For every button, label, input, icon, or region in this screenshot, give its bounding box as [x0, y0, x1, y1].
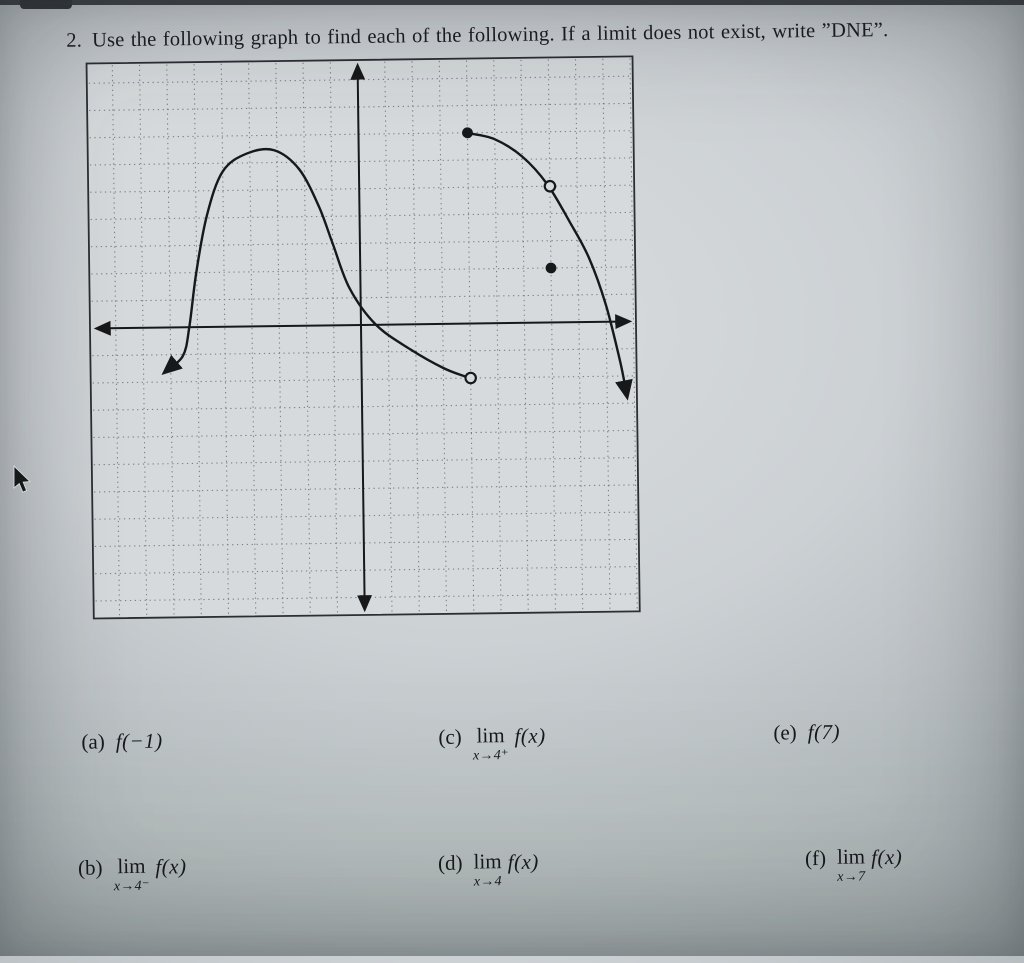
problem-b-limit: [113, 855, 149, 895]
problem-f-limit: [837, 845, 866, 884]
problem-a-label: (a): [81, 729, 105, 754]
problem-b-label: (b): [77, 855, 103, 880]
lim-word: lim: [476, 723, 505, 748]
problem-c-label: (c): [438, 724, 462, 749]
problem-e-expression: f(7): [807, 719, 841, 745]
lim-word: lim: [473, 849, 502, 874]
photo-top-edge: [0, 0, 1024, 5]
lim-subscript: x→4: [473, 874, 503, 890]
problem-number: 2.: [66, 29, 83, 52]
problem-e: [773, 720, 840, 745]
problem-d: [438, 850, 539, 890]
problem-e-label: (e): [773, 720, 797, 745]
problem-c: [438, 724, 546, 764]
lim-subscript: x→7: [837, 869, 866, 885]
problem-d-function: f(x): [507, 849, 539, 875]
problem-d-limit: [473, 850, 502, 889]
mouse-cursor: [11, 465, 37, 497]
problem-a-expression: f(−1): [115, 728, 163, 754]
lim-subscript: x→4⁺: [472, 748, 509, 764]
problem-b: [78, 854, 187, 895]
problem-f-label: (f): [804, 845, 827, 871]
problem-f-function: f(x): [870, 844, 903, 870]
function-graph: [79, 48, 656, 630]
photo-top-edge-mark: [20, 0, 72, 9]
lim-word: lim: [117, 853, 146, 879]
lim-subscript: x→4⁻: [113, 878, 150, 895]
problem-c-function: f(x): [514, 723, 546, 748]
problem-d-label: (d): [437, 850, 463, 876]
problem-c-limit: [473, 724, 509, 764]
problem-title: [66, 17, 1006, 52]
lim-word: lim: [836, 844, 866, 869]
problem-a: [81, 729, 163, 754]
problem-b-function: f(x): [155, 854, 187, 879]
problem-f: [805, 845, 903, 885]
problem-instructions: Use the following graph to find each of the following. If a limit does not exist, write ”DNE”.: [91, 19, 889, 52]
